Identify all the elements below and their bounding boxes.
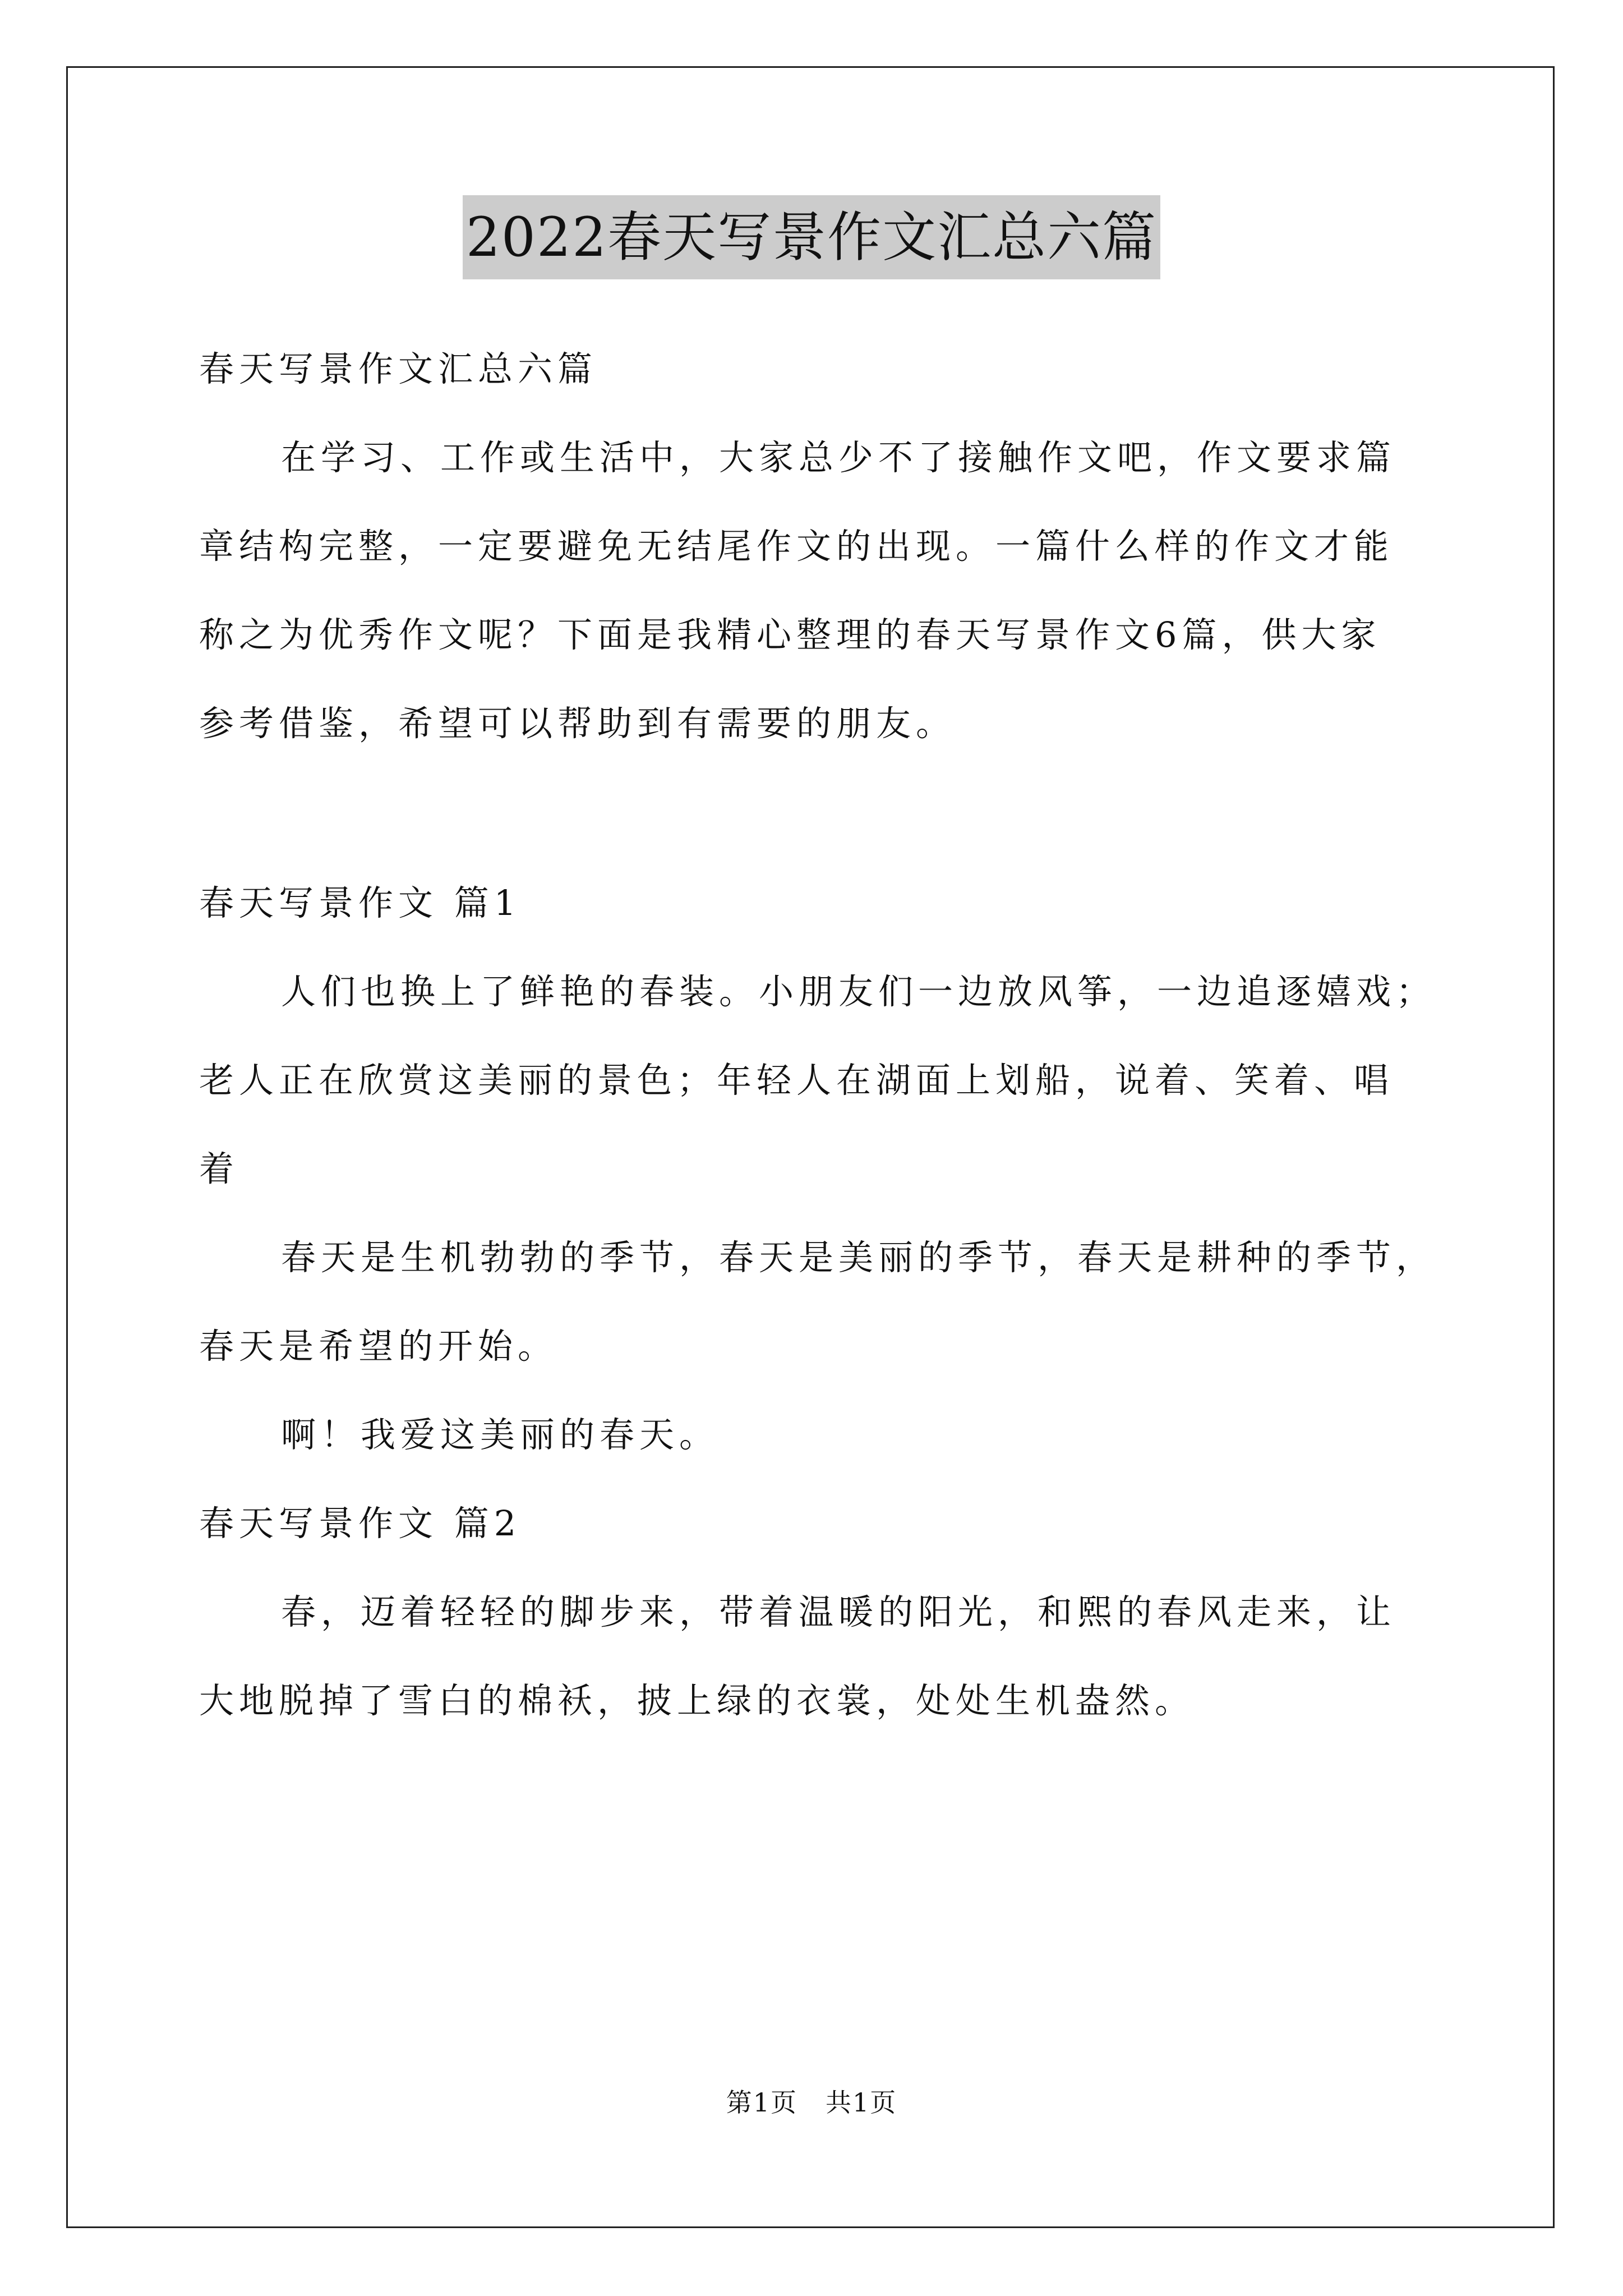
page-total: 共1页 [826, 2087, 897, 2118]
page-number: 第1页 [726, 2087, 797, 2118]
section1-paragraph-2 [199, 1231, 1436, 1373]
page-footer [0, 2086, 1623, 2119]
section-heading-2: 春天写景作文 篇2 [199, 1503, 522, 1544]
title-container [0, 195, 1623, 279]
section1-paragraph-1 [199, 965, 1436, 1196]
subtitle: 春天写景作文汇总六篇 [199, 348, 598, 389]
paragraph-line: 着 [199, 1148, 239, 1189]
section2-paragraph-1 [199, 1585, 1433, 1728]
paragraph-line: 大地脱掉了雪白的棉袄，披上绿的衣裳，处处生机盎然。 [199, 1680, 1195, 1721]
document-body [199, 342, 1436, 1728]
paragraph-line: 春，迈着轻轻的脚步来，带着温暖的阳光，和熙的春风走来，让 [281, 1591, 1396, 1632]
section1-paragraph-3: 啊！我爱这美丽的春天。 [281, 1414, 720, 1455]
paragraph-line: 春天是生机勃勃的季节，春天是美丽的季节，春天是耕种的季节， [281, 1237, 1436, 1278]
intro-paragraph [199, 431, 1433, 751]
intro-line: 参考借鉴，希望可以帮助到有需要的朋友。 [199, 703, 956, 744]
section-heading-1: 春天写景作文 篇1 [199, 882, 522, 923]
document-title: 2022春天写景作文汇总六篇 [463, 195, 1160, 279]
paragraph-line: 老人正在欣赏这美丽的景色；年轻人在湖面上划船，说着、笑着、唱 [199, 1060, 1394, 1101]
paragraph-line: 人们也换上了鲜艳的春装。小朋友们一边放风筝，一边追逐嬉戏； [281, 971, 1436, 1012]
intro-line: 章结构完整，一定要避免无结尾作文的出现。一篇什么样的作文才能 [199, 526, 1394, 567]
intro-line: 在学习、工作或生活中，大家总少不了接触作文吧，作文要求篇 [281, 437, 1396, 478]
intro-line: 称之为优秀作文呢？下面是我精心整理的春天写景作文6篇，供大家 [199, 614, 1381, 655]
paragraph-line: 春天是希望的开始。 [199, 1326, 558, 1366]
